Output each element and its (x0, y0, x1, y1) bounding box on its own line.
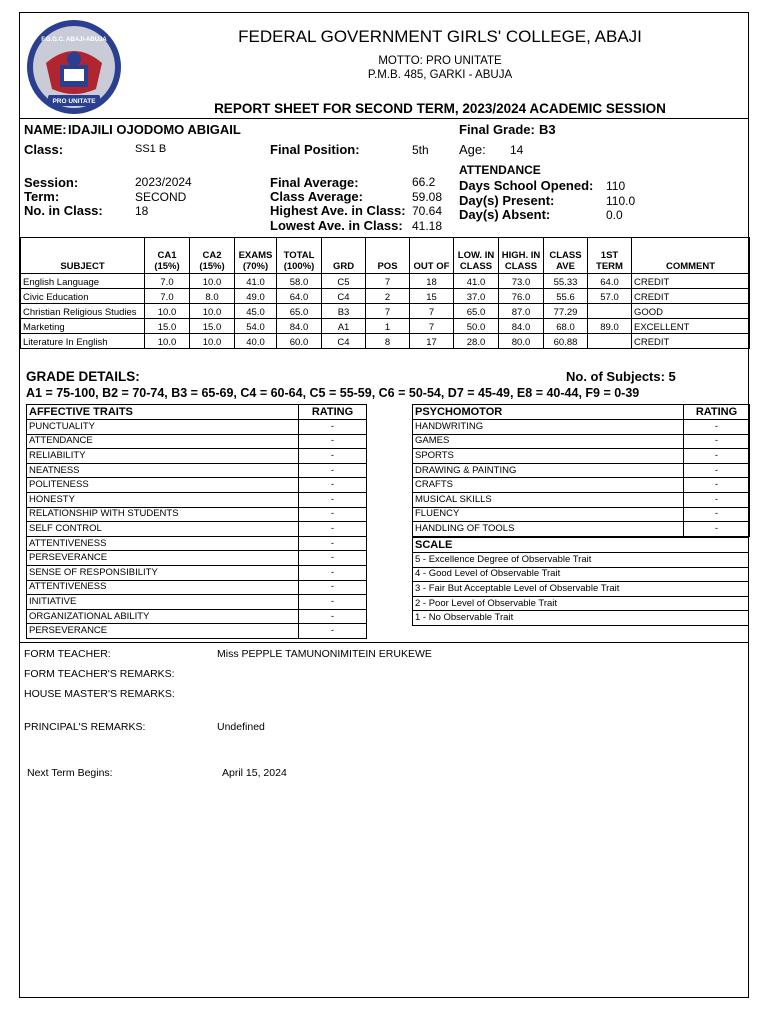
trait-rating: - (299, 551, 367, 566)
trait-rating: - (299, 492, 367, 507)
session-value: 2023/2024 (135, 175, 192, 189)
affective-traits-table (26, 404, 367, 639)
trait-row (27, 478, 367, 493)
subject-score: 60.88 (544, 334, 588, 349)
scale-row (413, 582, 749, 597)
trait-row (27, 609, 367, 624)
grade-scale-line: A1 = 75-100, B2 = 70-74, B3 = 65-69, C4 = 60-64, C5 = 55-59, C6 = 50-54, D7 = 45-49, E8 = 40-44, F9 = 0-39 (26, 386, 640, 400)
subject-score: 84.0 (499, 319, 544, 334)
trait-row (27, 522, 367, 537)
col-header: LOW. IN CLASS (454, 238, 499, 274)
highest-ave-value: 70.64 (412, 204, 443, 218)
trait-row (413, 449, 750, 464)
trait-name: INITIATIVE (27, 595, 299, 610)
subject-row (21, 304, 750, 319)
col-header: 1ST TERM (588, 238, 632, 274)
subject-score: 54.0 (235, 319, 277, 334)
trait-name: SELF CONTROL (27, 522, 299, 537)
final-grade-value: B3 (539, 122, 556, 137)
student-name-label: NAME: (24, 122, 67, 137)
psychomotor-rating-header: RATING (684, 405, 750, 420)
student-name: IDAJILI OJODOMO ABIGAIL (68, 122, 241, 137)
trait-rating: - (684, 463, 750, 478)
col-header: COMMENT (632, 238, 750, 274)
trait-name: ATTENDANCE (27, 434, 299, 449)
subject-score: 49.0 (235, 289, 277, 304)
subject-score: A1 (322, 319, 366, 334)
scale-row (413, 596, 749, 611)
subject-score: 73.0 (499, 274, 544, 289)
subject-score: 28.0 (454, 334, 499, 349)
scale-item: 1 - No Observable Trait (413, 611, 749, 626)
subject-score: 8.0 (190, 289, 235, 304)
trait-rating: - (299, 595, 367, 610)
trait-rating: - (299, 609, 367, 624)
trait-name: ATTENTIVENESS (27, 536, 299, 551)
house-master-remarks-label: HOUSE MASTER'S REMARKS: (24, 688, 175, 700)
next-term-label: Next Term Begins: (27, 767, 113, 779)
trait-name: MUSICAL SKILLS (413, 492, 684, 507)
final-position-label: Final Position: (270, 142, 360, 157)
term-value: SECOND (135, 190, 187, 204)
subject-score: 37.0 (454, 289, 499, 304)
school-logo (26, 19, 122, 115)
subject-score: 55.6 (544, 289, 588, 304)
subject-comment: GOOD (632, 304, 750, 319)
subject-name: Christian Religious Studies (21, 304, 145, 319)
trait-rating: - (684, 478, 750, 493)
trait-rating: - (299, 522, 367, 537)
days-opened-value: 110 (606, 179, 626, 193)
subject-score: 8 (366, 334, 410, 349)
subject-score: 76.0 (499, 289, 544, 304)
days-absent-label: Day(s) Absent: (459, 207, 551, 222)
trait-row (27, 551, 367, 566)
subject-score: 58.0 (277, 274, 322, 289)
trait-row (27, 565, 367, 580)
trait-rating: - (684, 434, 750, 449)
trait-name: SENSE OF RESPONSIBILITY (27, 565, 299, 580)
no-in-class-label: No. in Class: (24, 203, 103, 218)
trait-row (413, 478, 750, 493)
subject-score: 15.0 (190, 319, 235, 334)
trait-name: SPORTS (413, 449, 684, 464)
subject-row (21, 334, 750, 349)
principal-remarks-value: Undefined (217, 721, 265, 733)
trait-name: HANDLING OF TOOLS (413, 522, 684, 537)
subject-score: 7.0 (145, 274, 190, 289)
col-header: CA1 (15%) (145, 238, 190, 274)
trait-row (27, 507, 367, 522)
subject-score: 60.0 (277, 334, 322, 349)
psychomotor-table (412, 404, 750, 537)
subject-score: 57.0 (588, 289, 632, 304)
trait-rating: - (299, 565, 367, 580)
age-label: Age: (459, 142, 486, 157)
subject-name: Literature In English (21, 334, 145, 349)
trait-rating: - (684, 522, 750, 537)
trait-row (413, 463, 750, 478)
scale-title: SCALE (413, 538, 749, 553)
term-label: Term: (24, 189, 60, 204)
subject-comment: CREDIT (632, 334, 750, 349)
trait-row (27, 434, 367, 449)
report-title: REPORT SHEET FOR SECOND TERM, 2023/2024 ACADEMIC SESSION (214, 101, 666, 116)
subject-score: 87.0 (499, 304, 544, 319)
scale-item: 2 - Poor Level of Observable Trait (413, 596, 749, 611)
session-label: Session: (24, 175, 79, 190)
trait-name: ATTENTIVENESS (27, 580, 299, 595)
subject-score: 10.0 (190, 334, 235, 349)
divider (20, 642, 749, 643)
trait-row (27, 595, 367, 610)
trait-name: FLUENCY (413, 507, 684, 522)
grade-details-title: GRADE DETAILS: (26, 369, 140, 384)
subject-comment: CREDIT (632, 274, 750, 289)
trait-rating: - (684, 492, 750, 507)
trait-name: PERSEVERANCE (27, 624, 299, 639)
school-motto: MOTTO: PRO UNITATE (378, 55, 502, 67)
school-name: FEDERAL GOVERNMENT GIRLS' COLLEGE, ABAJI (238, 27, 642, 46)
trait-row (27, 449, 367, 464)
days-present-value: 110.0 (606, 194, 636, 208)
logo-bottom-text: PRO UNITATE (52, 98, 96, 105)
final-grade-label: Final Grade: (459, 122, 535, 137)
class-average-label: Class Average: (270, 189, 363, 204)
subject-score: 41.0 (235, 274, 277, 289)
trait-rating: - (299, 580, 367, 595)
logo-top-text: F.G.G.C. ABAJI-ABUJA (41, 37, 107, 43)
attendance-title: ATTENDANCE (459, 163, 541, 177)
trait-row (27, 624, 367, 639)
trait-row (27, 463, 367, 478)
subject-comment: CREDIT (632, 289, 750, 304)
trait-rating: - (299, 507, 367, 522)
subject-name: Marketing (21, 319, 145, 334)
trait-row (27, 580, 367, 595)
subject-score (588, 304, 632, 319)
subject-row (21, 319, 750, 334)
school-address: P.M.B. 485, GARKI - ABUJA (367, 69, 513, 81)
col-header: CA2 (15%) (190, 238, 235, 274)
age-value: 14 (510, 143, 524, 157)
subject-comment: EXCELLENT (632, 319, 750, 334)
subject-score: 17 (410, 334, 454, 349)
subject-score: 7 (366, 304, 410, 319)
subject-score: B3 (322, 304, 366, 319)
trait-name: HANDWRITING (413, 420, 684, 435)
divider (20, 118, 749, 119)
subject-score: 1 (366, 319, 410, 334)
subject-score: 10.0 (190, 274, 235, 289)
col-header: EXAMS (70%) (235, 238, 277, 274)
subject-score: 40.0 (235, 334, 277, 349)
days-opened-label: Days School Opened: (459, 178, 594, 193)
trait-name: DRAWING & PAINTING (413, 463, 684, 478)
subject-score: 64.0 (588, 274, 632, 289)
subject-score: 84.0 (277, 319, 322, 334)
subject-score: 10.0 (190, 304, 235, 319)
subject-score: 7 (366, 274, 410, 289)
subject-score: C5 (322, 274, 366, 289)
subject-score: 45.0 (235, 304, 277, 319)
subject-score: 10.0 (145, 304, 190, 319)
trait-name: GAMES (413, 434, 684, 449)
subject-score: 7 (410, 319, 454, 334)
subject-score: 77.29 (544, 304, 588, 319)
subject-row (21, 274, 750, 289)
subject-score: 2 (366, 289, 410, 304)
affective-rating-header: RATING (299, 405, 367, 420)
subject-name: English Language (21, 274, 145, 289)
trait-name: PERSEVERANCE (27, 551, 299, 566)
subject-score: 10.0 (145, 334, 190, 349)
col-header: GRD (322, 238, 366, 274)
subject-score: C4 (322, 289, 366, 304)
no-in-class-value: 18 (135, 204, 149, 218)
days-absent-value: 0.0 (606, 208, 623, 222)
col-header: HIGH. IN CLASS (499, 238, 544, 274)
subjects-table (20, 237, 750, 349)
subject-score: 65.0 (277, 304, 322, 319)
lowest-ave-label: Lowest Ave. in Class: (270, 218, 403, 233)
next-term-value: April 15, 2024 (222, 767, 287, 779)
psychomotor-title: PSYCHOMOTOR (413, 405, 684, 420)
trait-rating: - (299, 449, 367, 464)
class-label: Class: (24, 142, 64, 157)
trait-rating: - (299, 420, 367, 435)
trait-name: HONESTY (27, 492, 299, 507)
trait-name: PUNCTUALITY (27, 420, 299, 435)
subject-row (21, 289, 750, 304)
subject-score: 55.33 (544, 274, 588, 289)
scale-item: 5 - Excellence Degree of Observable Trait (413, 553, 749, 568)
subject-score: 18 (410, 274, 454, 289)
class-average-value: 59.08 (412, 190, 443, 204)
trait-row (413, 420, 750, 435)
trait-row (413, 492, 750, 507)
subject-name: Civic Education (21, 289, 145, 304)
trait-row (27, 492, 367, 507)
trait-row (27, 536, 367, 551)
subject-score: 68.0 (544, 319, 588, 334)
principal-remarks-label: PRINCIPAL'S REMARKS: (24, 721, 146, 733)
subjects-header-row (21, 238, 750, 274)
trait-rating: - (684, 449, 750, 464)
trait-name: CRAFTS (413, 478, 684, 493)
days-present-label: Day(s) Present: (459, 193, 555, 208)
subject-score: 7.0 (145, 289, 190, 304)
col-header: POS (366, 238, 410, 274)
col-header: TOTAL (100%) (277, 238, 322, 274)
subject-score: C4 (322, 334, 366, 349)
trait-name: RELIABILITY (27, 449, 299, 464)
scale-row (413, 567, 749, 582)
subject-score: 65.0 (454, 304, 499, 319)
trait-row (413, 434, 750, 449)
subject-score: 50.0 (454, 319, 499, 334)
subject-score: 41.0 (454, 274, 499, 289)
trait-rating: - (299, 463, 367, 478)
scale-item: 4 - Good Level of Observable Trait (413, 567, 749, 582)
subject-score: 7 (410, 304, 454, 319)
form-teacher-value: Miss PEPPLE TAMUNONIMITEIN ERUKEWE (217, 648, 432, 660)
subject-score: 15 (410, 289, 454, 304)
trait-name: ORGANIZATIONAL ABILITY (27, 609, 299, 624)
trait-row (413, 522, 750, 537)
scale-row (413, 553, 749, 568)
trait-name: RELATIONSHIP WITH STUDENTS (27, 507, 299, 522)
col-header: CLASS AVE (544, 238, 588, 274)
trait-rating: - (684, 420, 750, 435)
lowest-ave-value: 41.18 (412, 219, 443, 233)
final-average-value: 66.2 (412, 175, 436, 189)
final-average-label: Final Average: (270, 175, 359, 190)
subject-score: 15.0 (145, 319, 190, 334)
subject-score: 80.0 (499, 334, 544, 349)
form-teacher-remarks-label: FORM TEACHER'S REMARKS: (24, 668, 175, 680)
trait-rating: - (299, 536, 367, 551)
trait-rating: - (684, 507, 750, 522)
scale-table (412, 537, 749, 626)
subject-score: 89.0 (588, 319, 632, 334)
form-teacher-label: FORM TEACHER: (24, 648, 111, 660)
final-position-value: 5th (412, 143, 429, 157)
affective-title: AFFECTIVE TRAITS (27, 405, 299, 420)
trait-name: NEATNESS (27, 463, 299, 478)
subjects-count: No. of Subjects: 5 (566, 369, 676, 384)
class-value: SS1 B (135, 143, 167, 155)
scale-row (413, 611, 749, 626)
scale-item: 3 - Fair But Acceptable Level of Observable Trait (413, 582, 749, 597)
col-header: SUBJECT (21, 238, 145, 274)
trait-rating: - (299, 434, 367, 449)
subject-score: 64.0 (277, 289, 322, 304)
trait-rating: - (299, 624, 367, 639)
trait-rating: - (299, 478, 367, 493)
trait-name: POLITENESS (27, 478, 299, 493)
trait-row (27, 420, 367, 435)
subject-score (588, 334, 632, 349)
highest-ave-label: Highest Ave. in Class: (270, 203, 406, 218)
trait-row (413, 507, 750, 522)
col-header: OUT OF (410, 238, 454, 274)
